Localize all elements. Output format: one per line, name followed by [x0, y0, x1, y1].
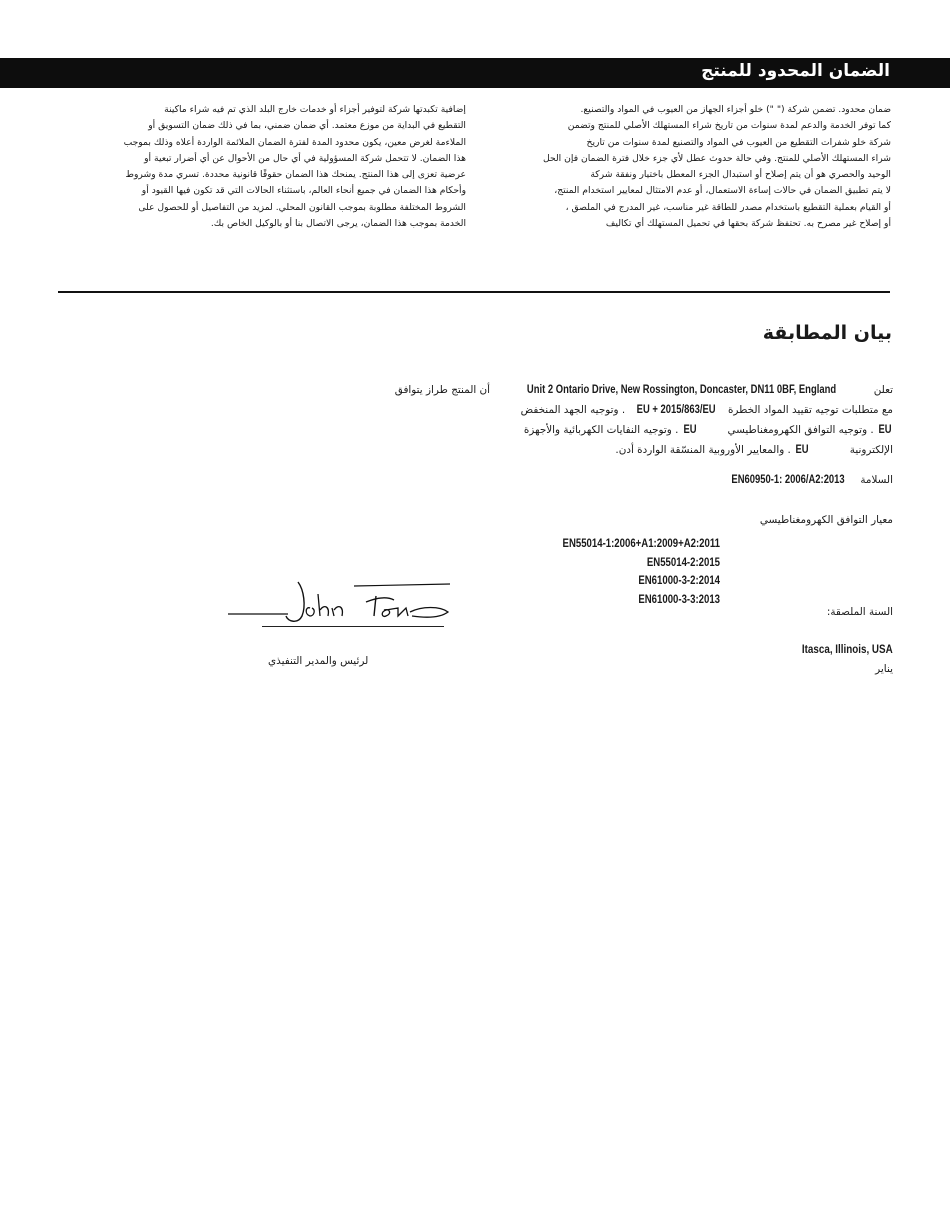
section-divider	[58, 291, 890, 293]
declaration-line4-text: . والمعايير الأوروبية المنسّقة الواردة أدن.	[615, 444, 791, 456]
warranty-line: ضمان محدود. تضمن شركة (" ") خلو أجزاء الجهاز من العيوب في المواد والتصنيع.	[580, 104, 891, 115]
safety-row	[719, 474, 893, 486]
declaration-line-1	[353, 380, 893, 400]
emc-standard: EN55014-1:2006+A1:2009+A2:2011	[562, 536, 720, 550]
warranty-line: التقطيع في البداية من موزع معتمد. أي ضمان ضمني، بما في ذلك ضمان التسويق أو	[148, 120, 466, 132]
signature-line	[262, 626, 444, 627]
affixed-year-label: السنة الملصقة:	[826, 606, 893, 618]
emc-standards-list	[520, 534, 720, 608]
declaration-line-2	[353, 400, 893, 420]
warranty-line: شركة خلو شفرات التقطيع من العيوب في المواد والتصنيع لمدة سنوات من تاريخ	[586, 136, 891, 148]
warranty-line: الشروط المختلفة مطلوبة بموجب القانون المحلي. لمزيد من التفاصيل أو للحصول على	[138, 201, 466, 213]
signature-caption: لرئيس والمدير التنفيذي	[268, 655, 369, 667]
declaration-line3-text: . وتوجيه التوافق الكهرومغناطيسي	[727, 424, 874, 436]
warranty-line: أو إصلاح غير مصرح به. تحتفظ شركة بحقها في تحميل المستهلك أي تكاليف	[605, 218, 891, 230]
emc-standard: EN55014-2:2015	[646, 554, 720, 569]
rohs-directive: EU + 2015/863/EU	[637, 404, 716, 416]
declaration-line1-suffix: أن المنتج طراز يتوافق	[394, 384, 491, 396]
declaration-line2-prefix: مع متطلبات توجيه تقييد المواد الخطرة	[727, 404, 893, 416]
directive-code: EU	[683, 424, 697, 436]
declaration-line4-text: الإلكترونية	[849, 444, 893, 456]
emc-label: معيار التوافق الكهرومغناطيسي	[759, 514, 893, 526]
warranty-line: شراء المستهلك الأصلي للمنتج. وفي حالة حدوث عطل لأي جزء خلال فترة الضمان فإن الحل	[542, 152, 891, 164]
warranty-line: وأحكام هذا الضمان في جميع أنحاء العالم، باستثناء الحالات التي قد تكون فيها القيود أو	[141, 185, 466, 197]
declaration-line3-text: . وتوجيه النفايات الكهربائية والأجهزة	[523, 424, 679, 436]
warranty-column-left	[58, 102, 466, 232]
emc-standard: EN61000-3-2:2014	[638, 573, 720, 587]
header-title: الضمان المحدود للمنتج	[701, 61, 890, 81]
declaration-line1-prefix: تعلن	[873, 384, 893, 396]
warranty-line: إضافية تكبدتها شركة لتوفير أجزاء أو خدمات خارج البلد الذي تم فيه شراء ماكينة	[164, 104, 466, 115]
declaration-line-3	[353, 420, 893, 440]
warranty-line: كما توفر الخدمة والدعم لمدة سنوات من تاريخ شراء المستهلك الأصلي للمنتج وتضمن	[567, 120, 891, 132]
warranty-line: الملاءمة لغرض معين، يكون محدود المدة لفترة الضمان الملائمة الواردة أعلاه وذلك بموجب	[123, 136, 466, 148]
warranty-column-right	[483, 102, 891, 232]
declaration-title: بيان المطابقة	[762, 322, 892, 344]
warranty-line: أو القيام بعملية التقطيع باستخدام مصدر للطاقة غير مناسب، غير المدرج في الملصق ،	[565, 201, 891, 213]
warranty-line: الخدمة بموجب هذا الضمان، يرجى الاتصال بنا أو بالوكيل الخاص بك.	[210, 218, 466, 230]
declaration-line2-suffix: . وتوجيه الجهد المنخفض	[520, 404, 626, 416]
company-address: Unit 2 Ontario Drive, New Rossington, Doncaster, DN11 0BF, England	[527, 384, 837, 396]
safety-standard: EN60950-1: 2006/A2:2013	[731, 474, 845, 486]
directive-code: EU	[795, 444, 809, 456]
signing-month: يناير	[875, 663, 893, 675]
declaration-line-4	[353, 440, 893, 460]
signing-location: Itasca, Illinois, USA	[802, 642, 893, 656]
signature-image	[226, 572, 456, 634]
warranty-line: لا يتم تطبيق الضمان في حالات إساءة الاستعمال، أو عدم الامتثال لمعايير استخدام المنتج،	[554, 185, 891, 197]
emc-standard: EN61000-3-3:2013	[638, 591, 720, 606]
directive-code: EU	[878, 424, 892, 436]
warranty-line: الوحيد والحصري هو أن يتم إصلاح أو استبدال الجزء المعطل باختيار ونفقة شركة	[590, 169, 891, 181]
header-bar	[0, 58, 950, 88]
safety-label: السلامة	[860, 474, 893, 486]
warranty-line: هذا الضمان. لا تتحمل شركة المسؤولية في أي حال من الأحوال عن أي أضرار تبعية أو	[144, 152, 466, 164]
declaration-body	[353, 380, 893, 460]
warranty-line: عرضية تعزى إلى هذا المنتج. يمنحك هذا الضمان حقوقًا قانونية محددة. تسري مدة وشروط	[125, 169, 466, 181]
